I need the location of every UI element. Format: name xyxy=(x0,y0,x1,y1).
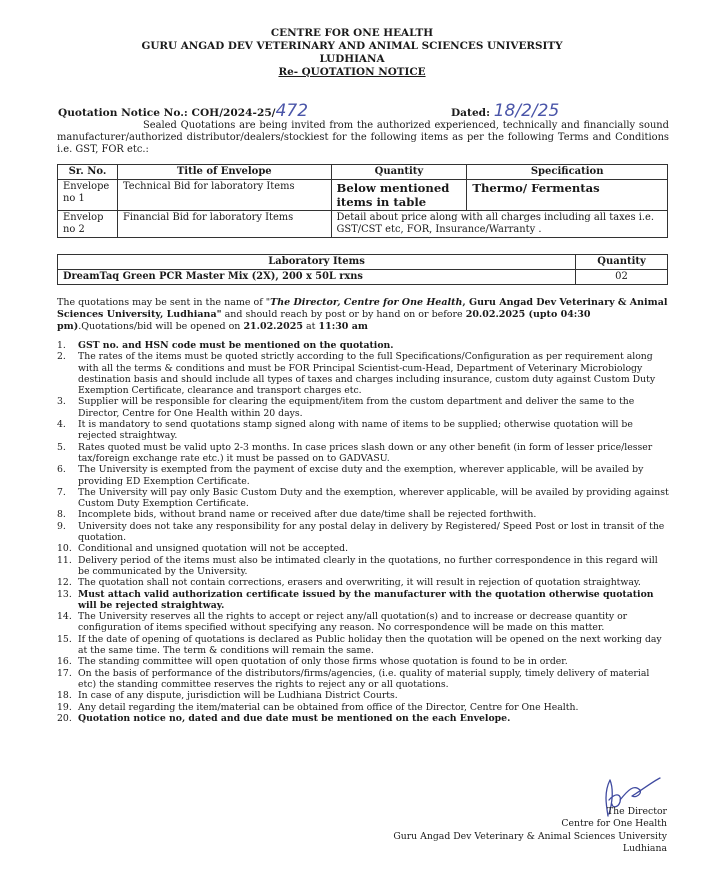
term-text: It is mandatory to send quotations stamp signed along with name of items to be supplied; otherwise quotation will be rejected straightway. xyxy=(78,419,633,442)
list-item xyxy=(57,340,669,351)
term-number: 12. xyxy=(57,577,72,589)
opening-time: 11:30 am xyxy=(318,321,368,332)
list-item xyxy=(57,442,669,465)
signatory-centre: Centre for One Health xyxy=(561,818,667,830)
term-text: The University is exempted from the payment of excise duty and the exemption, wherever applicable, will be availed by providing ED Exemption Certificate. xyxy=(78,464,644,487)
notice-date xyxy=(451,101,559,121)
term-text: Conditional and unsigned quotation will not be accepted. xyxy=(78,543,349,555)
list-item xyxy=(57,487,669,510)
envelope-1-title: Technical Bid for laboratory Items xyxy=(117,180,331,211)
submission-text: .Quotations/bid will be opened on xyxy=(78,321,244,332)
term-number: 14. xyxy=(57,611,72,623)
list-item xyxy=(57,396,669,419)
submission-text: at xyxy=(302,321,319,332)
list-item xyxy=(57,702,669,713)
envelope-1-sr: Envelope no 1 xyxy=(58,180,118,211)
items-table xyxy=(57,254,668,285)
list-item xyxy=(57,419,669,442)
intro-text: Sealed Quotations are being invited from the authorized experienced, technically and financially sound manufacturer/authorized distributor/dealers/stockiest for the following items as per the following Terms and Conditions i.e. GST, FOR etc.: xyxy=(57,120,669,156)
submission-text: and should reach by post or by hand on or before xyxy=(221,309,466,320)
term-number: 6. xyxy=(57,464,66,476)
notice-number xyxy=(58,101,308,121)
list-item xyxy=(57,668,669,691)
term-text: If the date of opening of quotations is declared as Public holiday then the quotation will be opened on the next working day at the same time. The term & conditions will remain the same. xyxy=(78,633,662,657)
university-name: GURU ANGAD DEV VETERINARY AND ANIMAL SCIENCES UNIVERSITY xyxy=(141,40,563,52)
list-item xyxy=(57,543,669,554)
handwritten-date: 18/2/25 xyxy=(493,101,560,121)
envelope-2-sr: Envelop no 2 xyxy=(58,211,118,238)
term-number: 9. xyxy=(57,520,66,532)
term-number: 13. xyxy=(57,588,72,600)
terms-list xyxy=(57,340,669,724)
term-number: 18. xyxy=(57,690,72,702)
term-number: 19. xyxy=(57,701,72,713)
col-laboratory-items: Laboratory Items xyxy=(58,255,576,270)
due-date: 20.02.2025 (upto 04:30 pm) xyxy=(57,309,591,332)
signature-block xyxy=(393,806,667,855)
term-text: Delivery period of the items must also be intimated clearly in the quotations, no further correspondence in this regard will be communicated by the University. xyxy=(78,554,658,577)
term-text: Any detail regarding the item/material can be obtained from office of the Director, Centre for One Health. xyxy=(78,701,579,713)
list-item xyxy=(57,634,669,657)
term-number: 7. xyxy=(57,486,66,498)
date-label: Dated: xyxy=(451,107,491,119)
signatory-city: Ludhiana xyxy=(622,842,667,854)
opening-date: 21.02.2025 xyxy=(243,321,303,332)
term-text: The rates of the items must be quoted strictly according to the full Specifications/Configuration as per requirement along with all the terms & conditions and must be FOR Principal Scientist-cum-Head, Department of Veterinary Microbiology destination basis and should include all types of taxes and charges including insurance, custom duty against Custom Duty Exemption Certificate, clearance and transport charges etc. xyxy=(78,351,656,397)
list-item xyxy=(57,577,669,588)
submission-text: The quotations may be sent in the name of " xyxy=(57,297,271,308)
list-item xyxy=(57,690,669,701)
term-number: 17. xyxy=(57,667,72,679)
addressee: The Director, Centre for One Health xyxy=(270,297,463,308)
term-number: 3. xyxy=(57,396,66,408)
submission-paragraph xyxy=(57,297,669,333)
term-text: The standing committee will open quotation of only those firms whose quotation is found to be in order. xyxy=(78,656,568,668)
term-number: 20. xyxy=(57,712,72,724)
notice-number-label: Quotation Notice No.: COH/2024-25/ xyxy=(58,107,276,119)
term-number: 16. xyxy=(57,656,72,668)
term-text: On the basis of performance of the distributors/firms/agencies, (i.e. quality of material supply, timely delivery of material etc) the standing committee reserves the rights to reject any or all quotations. xyxy=(78,667,650,690)
term-number: 11. xyxy=(57,554,72,566)
list-item xyxy=(57,611,669,634)
term-number: 15. xyxy=(57,633,72,645)
term-text: University does not take any responsibility for any postal delay in delivery by Registered/ Speed Post or lost in transit of the quotation. xyxy=(78,520,665,544)
term-number: 4. xyxy=(57,419,66,431)
term-text: GST no. and HSN code must be mentioned on the quotation. xyxy=(78,340,394,351)
handwritten-notice-number: 472 xyxy=(275,101,309,121)
addressee-university: , Guru Angad Dev Veterinary & Animal Sciences University, Ludhiana" xyxy=(57,297,668,320)
notice-title: Re- QUOTATION NOTICE xyxy=(278,66,426,78)
list-item xyxy=(57,589,669,612)
envelope-1-quantity: Below mentioned items in table xyxy=(331,180,467,211)
term-number: 2. xyxy=(57,351,66,363)
list-item xyxy=(57,555,669,578)
centre-name: CENTRE FOR ONE HEALTH xyxy=(270,27,434,39)
term-text: Incomplete bids, without brand name or received after due date/time shall be rejected forthwith. xyxy=(78,509,537,521)
signatory-title: The Director xyxy=(606,806,667,817)
term-text: The quotation shall not contain corrections, erasers and overwriting, it will result in rejection of quotation straightway. xyxy=(78,577,641,589)
table-row xyxy=(58,211,668,238)
term-text: In case of any dispute, jurisdiction will be Ludhiana District Courts. xyxy=(78,690,398,702)
items-table-header xyxy=(58,255,668,270)
col-item-quantity: Quantity xyxy=(576,255,668,270)
term-text: The University will pay only Basic Custom Duty and the exemption, wherever applicable, will be availed by providing against Custom Duty Exemption Certificate. xyxy=(78,486,669,510)
term-text: Quotation notice no, dated and due date must be mentioned on the each Envelope. xyxy=(78,712,511,724)
envelope-table xyxy=(57,164,668,238)
item-name: DreamTaq Green PCR Master Mix (2X), 200 x 50L rxns xyxy=(58,270,576,285)
envelope-2-title: Financial Bid for laboratory Items xyxy=(117,211,331,238)
list-item xyxy=(57,656,669,667)
letterhead xyxy=(0,27,704,79)
city-name: LUDHIANA xyxy=(319,53,385,65)
term-number: 8. xyxy=(57,509,66,521)
table-row xyxy=(58,270,668,285)
envelope-2-detail: Detail about price along with all charges including all taxes i.e. GST/CST etc, FOR, Insurance/Warranty . xyxy=(331,211,667,238)
term-number: 10. xyxy=(57,543,72,555)
list-item xyxy=(57,521,669,544)
list-item xyxy=(57,351,669,396)
envelope-table-header xyxy=(58,165,668,180)
term-text: The University reserves all the rights to accept or reject any/all quotation(s) and to increase or decrease quantity or configuration of items specified without specifying any reason. No correspondence will be made on this matter. xyxy=(78,611,628,634)
list-item xyxy=(57,713,669,724)
col-quantity: Quantity xyxy=(331,165,467,180)
list-item xyxy=(57,464,669,487)
col-specification: Specification xyxy=(467,165,668,180)
col-title: Title of Envelope xyxy=(117,165,331,180)
term-number: 5. xyxy=(57,441,66,453)
col-sr-no: Sr. No. xyxy=(58,165,118,180)
list-item xyxy=(57,509,669,520)
term-text: Rates quoted must be valid upto 2-3 months. In case prices slash down or any other benefit (in form of lesser price/lesser tax/foreign exchange rate etc.) it must be passed on to GADVASU. xyxy=(78,441,653,464)
table-row xyxy=(58,180,668,211)
item-quantity: 02 xyxy=(576,270,668,285)
envelope-1-spec: Thermo/ Fermentas xyxy=(467,180,668,211)
term-text: Must attach valid authorization certificate issued by the manufacturer with the quotation otherwise quotation will be rejected straightway. xyxy=(78,588,654,611)
term-text: Supplier will be responsible for clearing the equipment/item from the custom department and deliver the same to the Director, Centre for One Health within 20 days. xyxy=(78,396,635,419)
signatory-university: Guru Angad Dev Veterinary & Animal Sciences University xyxy=(393,830,667,842)
intro-paragraph xyxy=(57,120,669,157)
term-number: 1. xyxy=(57,340,66,351)
